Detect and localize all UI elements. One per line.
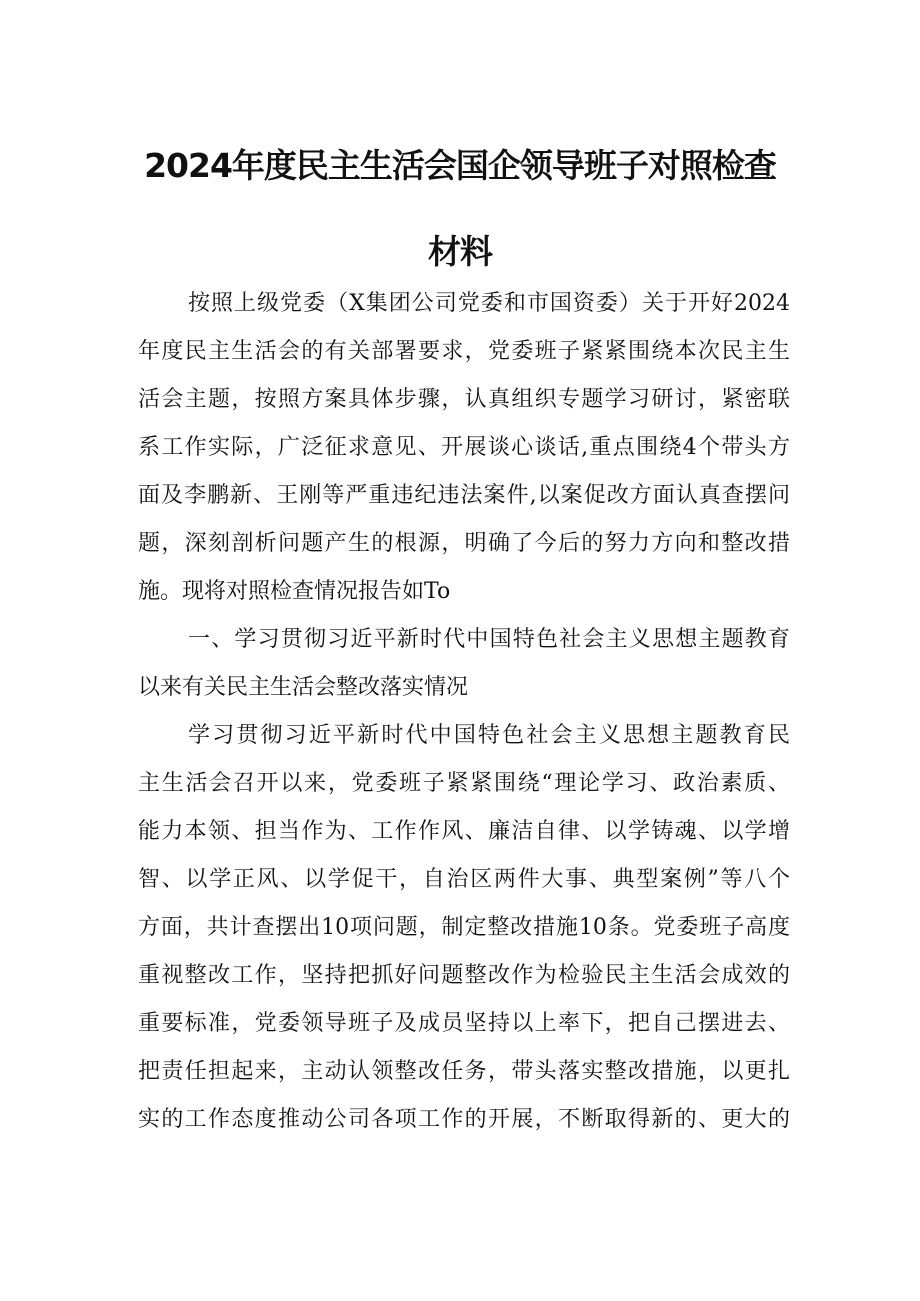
paragraph-line: 方面，共计查摆出10项问题，制定整改措施10条。党委班子高度 — [138, 915, 790, 940]
intro-paragraph — [138, 280, 790, 616]
paragraph-line: 重视整改工作，坚持把抓好问题整改作为检验民主生活会成效的 — [138, 963, 790, 988]
heading-line: 一、学习贯彻习近平新时代中国特色社会主义思想主题教育 — [188, 627, 790, 652]
paragraph-line: 年度民主生活会的有关部署要求，党委班子紧紧围绕本次民主生 — [138, 339, 790, 364]
paragraph-line: 重要标准，党委领导班子及成员坚持以上率下，把自己摆进去、 — [138, 1011, 790, 1036]
document-title-line-2: 材料 — [428, 232, 492, 271]
paragraph-line: 活会主题，按照方案具体步骤，认真组织专题学习研讨，紧密联 — [138, 387, 790, 412]
paragraph-line: 把责任担起来，主动认领整改任务，带头落实整改措施，以更扎 — [138, 1059, 790, 1084]
paragraph-line: 能力本领、担当作为、工作作风、廉洁自律、以学铸魂、以学增 — [138, 819, 790, 844]
paragraph-line: 面及李鹏新、王刚等严重违纪违法案件,以案促改方面认真查摆问 — [138, 483, 790, 508]
heading-line: 以来有关民主生活会整改落实情况 — [138, 675, 469, 700]
paragraph-line: 按照上级党委（X集团公司党委和市国资委）关于开好2024 — [188, 291, 790, 316]
paragraph-line: 题，深刻剖析问题产生的根源，明确了今后的努力方向和整改措 — [138, 531, 790, 556]
section-1-paragraph — [138, 712, 790, 1144]
paragraph-line: 施。现将对照检查情况报告如To — [138, 579, 451, 604]
paragraph-line: 智、以学正风、以学促干，自治区两件大事、典型案例”等八个 — [138, 867, 790, 892]
paragraph-line: 系工作实际，广泛征求意见、开展谈心谈话,重点围绕4个带头方 — [138, 435, 790, 460]
section-heading-1 — [138, 616, 790, 712]
paragraph-line: 实的工作态度推动公司各项工作的开展，不断取得新的、更大的 — [138, 1107, 790, 1132]
paragraph-line: 学习贯彻习近平新时代中国特色社会主义思想主题教育民 — [188, 723, 790, 748]
document-title-line-1: 2024年度民主生活会国企领导班子对照检查 — [144, 146, 776, 185]
paragraph-line: 主生活会召开以来，党委班子紧紧围绕“理论学习、政治素质、 — [138, 771, 790, 796]
